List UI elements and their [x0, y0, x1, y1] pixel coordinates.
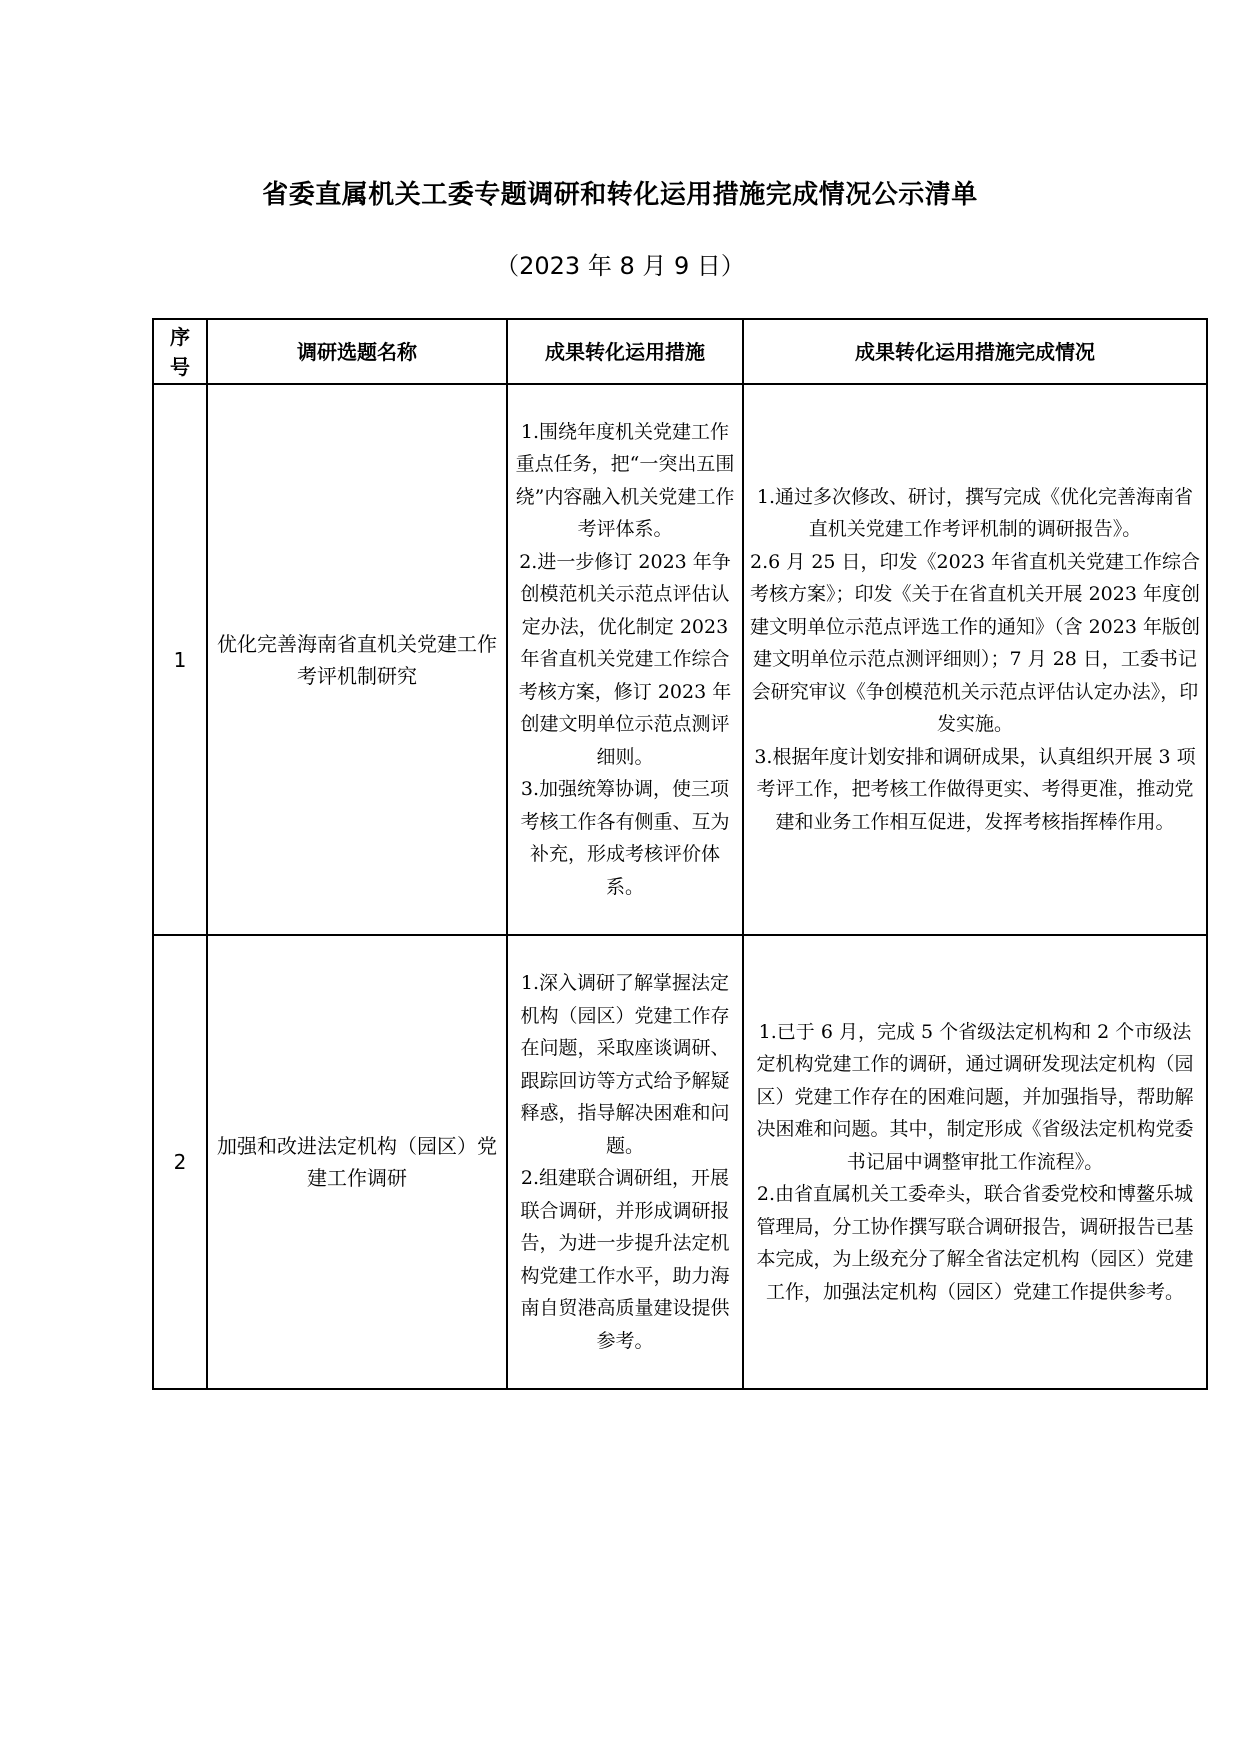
row-topic: 优化完善海南省直机关党建工作考评机制研究: [207, 384, 507, 935]
measure-item: 1.围绕年度机关党建工作重点任务，把“一突出五围绕”内容融入机关党建工作考评体系。: [515, 420, 735, 541]
row-seq: 2: [153, 935, 207, 1389]
measure-item: 2.组建联合调研组，开展联合调研，并形成调研报告，为进一步提升法定机构党建工作水平，助力海南自贸港高质量建设提供参考。: [520, 1167, 730, 1352]
header-seq-label: 序号: [170, 324, 190, 379]
measure-item: 3.加强统筹协调，使三项考核工作各有侧重、互为补充，形成考核评价体系。: [520, 778, 730, 898]
results-table: [152, 318, 1208, 1390]
row-seq: 1: [153, 384, 207, 935]
row-measures: [507, 935, 743, 1389]
row-measures: [507, 384, 743, 935]
status-item: 2.由省直属机关工委牵头，联合省委党校和博鳌乐城管理局，分工协作撰写联合调研报告，调研报告已基本完成，为上级充分了解全省法定机构（园区）党建工作，加强法定机构（园区）党建工作提供参考。: [756, 1183, 1194, 1303]
measure-item: 2.进一步修订 2023 年争创模范机关示范点评估认定办法，优化制定 2023 年省直机关党建工作综合考核方案，修订 2023 年创建文明单位示范点测评细则。: [518, 550, 732, 768]
status-item: 3.根据年度计划安排和调研成果，认真组织开展 3 项考评工作，把考核工作做得更实、考得更准，推动党建和业务工作相互促进，发挥考核指挥棒作用。: [754, 745, 1196, 833]
measure-item: 1.深入调研了解掌握法定机构（园区）党建工作存在问题，采取座谈调研、跟踪回访等方式给予解疑释惑，指导解决困难和问题。: [520, 972, 730, 1157]
row-topic: 加强和改进法定机构（园区）党建工作调研: [207, 935, 507, 1389]
row-status: [743, 935, 1207, 1389]
document-date: （2023 年 8 月 9 日）: [495, 252, 745, 280]
table-header-row: [153, 319, 1207, 384]
header-topic: 调研选题名称: [207, 319, 507, 384]
table-row: [153, 935, 1207, 1389]
status-item: 1.通过多次修改、研讨，撰写完成《优化完善海南省直机关党建工作考评机制的调研报告》。: [756, 485, 1194, 541]
row-status: [743, 384, 1207, 935]
status-item: 1.已于 6 月，完成 5 个省级法定机构和 2 个市级法定机构党建工作的调研，通过调研发现法定机构（园区）党建工作存在的困难问题，并加强指导，帮助解决困难和问题。其中，制定形成《省级法定机构党委书记届中调整审批工作流程》。: [756, 1020, 1194, 1173]
document-title: 省委直属机关工委专题调研和转化运用措施完成情况公示清单: [262, 180, 978, 210]
header-seq: [153, 319, 207, 384]
table-row: [153, 384, 1207, 935]
header-measures: 成果转化运用措施: [507, 319, 743, 384]
header-status: 成果转化运用措施完成情况: [743, 319, 1207, 384]
status-item: 2.6 月 25 日，印发《2023 年省直机关党建工作综合考核方案》；印发《关于在省直机关开展 2023 年度创建文明单位示范点评选工作的通知》（含 2023 年版创建文明单位示范点测评细则）；7 月 28 日，工委书记会研究审议《争创模范机关示范点评估认定办法》，印发实施。: [750, 550, 1200, 736]
